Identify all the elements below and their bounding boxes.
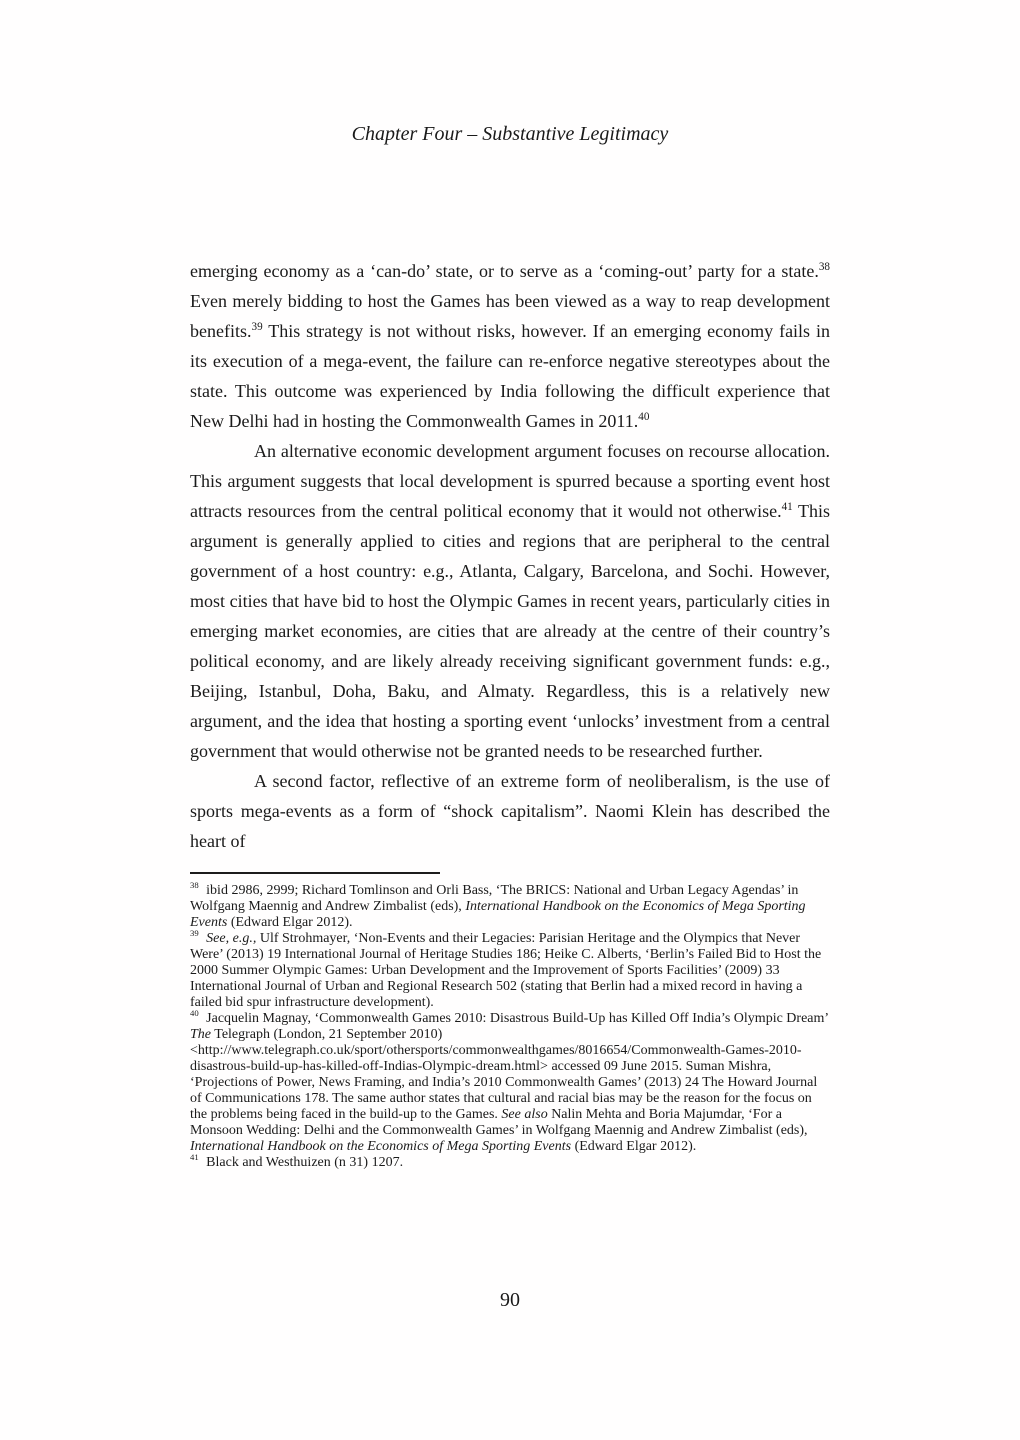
- body-paragraph: [190, 256, 830, 436]
- text-run: Ulf Strohmayer, ‘Non-Events and their Legacies: Parisian Heritage and the Olympics that Never Were’ (2013) 19 International Journal of Heritage Studies 186; Heike C. Alberts, ‘Berlin’s Failed Bid to Host the 2000 Summer Olympic Games: Urban Development and the Improvement of Sports Facilities’ (2009) 33 International Journal of Urban and Regional Research 502 (stating that Berlin had a mixed record in having a failed bid spur infrastructure development).: [190, 931, 822, 1010]
- body-text: [190, 256, 830, 856]
- italic-text-run: See, e.g.,: [202, 931, 257, 946]
- page-number: 90: [500, 1289, 520, 1311]
- text-run: (Edward Elgar 2012).: [571, 1139, 697, 1154]
- text-run: Telegraph (London, 21 September 2010) <http://www.telegraph.co.uk/sport/othersports/commonwealthgames/8016654/Commonwealth-Games-2010-disastrous-build-up-has-killed-off-Indias-Olympic-dream.html> accessed 09 June 2015. Suman Mishra, ‘Projections of Power, News Framing, and India’s 2010 Commonwealth Games’ (2013) 24 The Howard Journal of Communications 178. The same author states that cultural and racial bias may be the reason for the focus on the problems being faced in the build-up to the Games.: [190, 1027, 818, 1122]
- italic-text-run: See also: [501, 1107, 548, 1122]
- text-run: emerging economy as a ‘can-do’ state, or to serve as a ‘coming-out’ party for a state.: [190, 261, 819, 281]
- text-run: Even merely bidding to host the Games has been viewed as a way to reap development benefits.: [190, 291, 830, 341]
- footnote-ref: 41: [781, 501, 793, 513]
- footnote-number: 41: [190, 1152, 199, 1163]
- footnote-41: [190, 1152, 830, 1171]
- footnote-ref: 40: [638, 411, 650, 423]
- text-run: This strategy is not without risks, however. If an emerging economy fails in its execution of a mega-event, the failure can re-enforce negative stereotypes about the state. This outcome was experienced by India following the difficult experience that New Delhi had in hosting the Commonwealth Games in 2011.: [190, 321, 830, 431]
- footnote-40: [190, 1008, 830, 1155]
- footnote-38: [190, 880, 830, 931]
- footnote-number: 40: [190, 1008, 199, 1019]
- italic-text-run: International Handbook on the Economics of Mega Sporting Events: [190, 1139, 572, 1154]
- italic-text-run: International Handbook on the Economics of Mega Sporting Events: [190, 899, 806, 930]
- text-run: Jacquelin Magnay, ‘Commonwealth Games 2010: Disastrous Build-Up has Killed Off India’s Olympic Dream’: [202, 1011, 829, 1026]
- text-run: (Edward Elgar 2012).: [227, 915, 353, 930]
- body-paragraph: [190, 436, 830, 766]
- text-run: A second factor, reflective of an extreme form of neoliberalism, is the use of sports mega-events as a form of “shock capitalism”. Naomi Klein has described the heart of: [190, 771, 830, 851]
- footnote-list: [190, 880, 830, 1171]
- footnote-39: [190, 928, 830, 1011]
- footnote-number: 39: [190, 928, 199, 939]
- text-run: Black and Westhuizen (n 31) 1207.: [202, 1155, 404, 1170]
- text-run: ibid 2986, 2999; Richard Tomlinson and Orli Bass, ‘The BRICS: National and Urban Legacy Agendas’ in Wolfgang Maennig and Andrew Zimbalist (eds),: [190, 883, 799, 914]
- italic-text-run: The: [190, 1027, 211, 1042]
- footnotes-section: [190, 872, 830, 1171]
- text-run: Nalin Mehta and Boria Majumdar, ‘For a Monsoon Wedding: Delhi and the Commonwealth Games’ in Wolfgang Maennig and Andrew Zimbalist (eds),: [190, 1107, 808, 1138]
- text-run: This argument is generally applied to cities and regions that are peripheral to the central government of a host country: e.g., Atlanta, Calgary, Barcelona, and Sochi. However, most cities that have bid to host the Olympic Games in recent years, particularly cities in emerging market economies, are cities that are already at the centre of their country’s political economy, and are likely already receiving significant government funds: e.g., Beijing, Istanbul, Doha, Baku, and Almaty. Regardless, this is a relatively new argument, and the idea that hosting a sporting event ‘unlocks’ investment from a central government that would otherwise not be granted needs to be researched further.: [190, 501, 830, 761]
- footnote-separator: [190, 872, 440, 874]
- footnote-ref: 38: [818, 261, 830, 273]
- footnote-number: 38: [190, 880, 199, 891]
- chapter-header: Chapter Four – Substantive Legitimacy: [351, 123, 669, 145]
- body-paragraph: [190, 766, 830, 856]
- footnote-ref: 39: [251, 321, 263, 333]
- text-run: An alternative economic development argument focuses on recourse allocation. This argument suggests that local development is spurred because a sporting event host attracts resources from the central political economy that it would not otherwise.: [190, 441, 830, 521]
